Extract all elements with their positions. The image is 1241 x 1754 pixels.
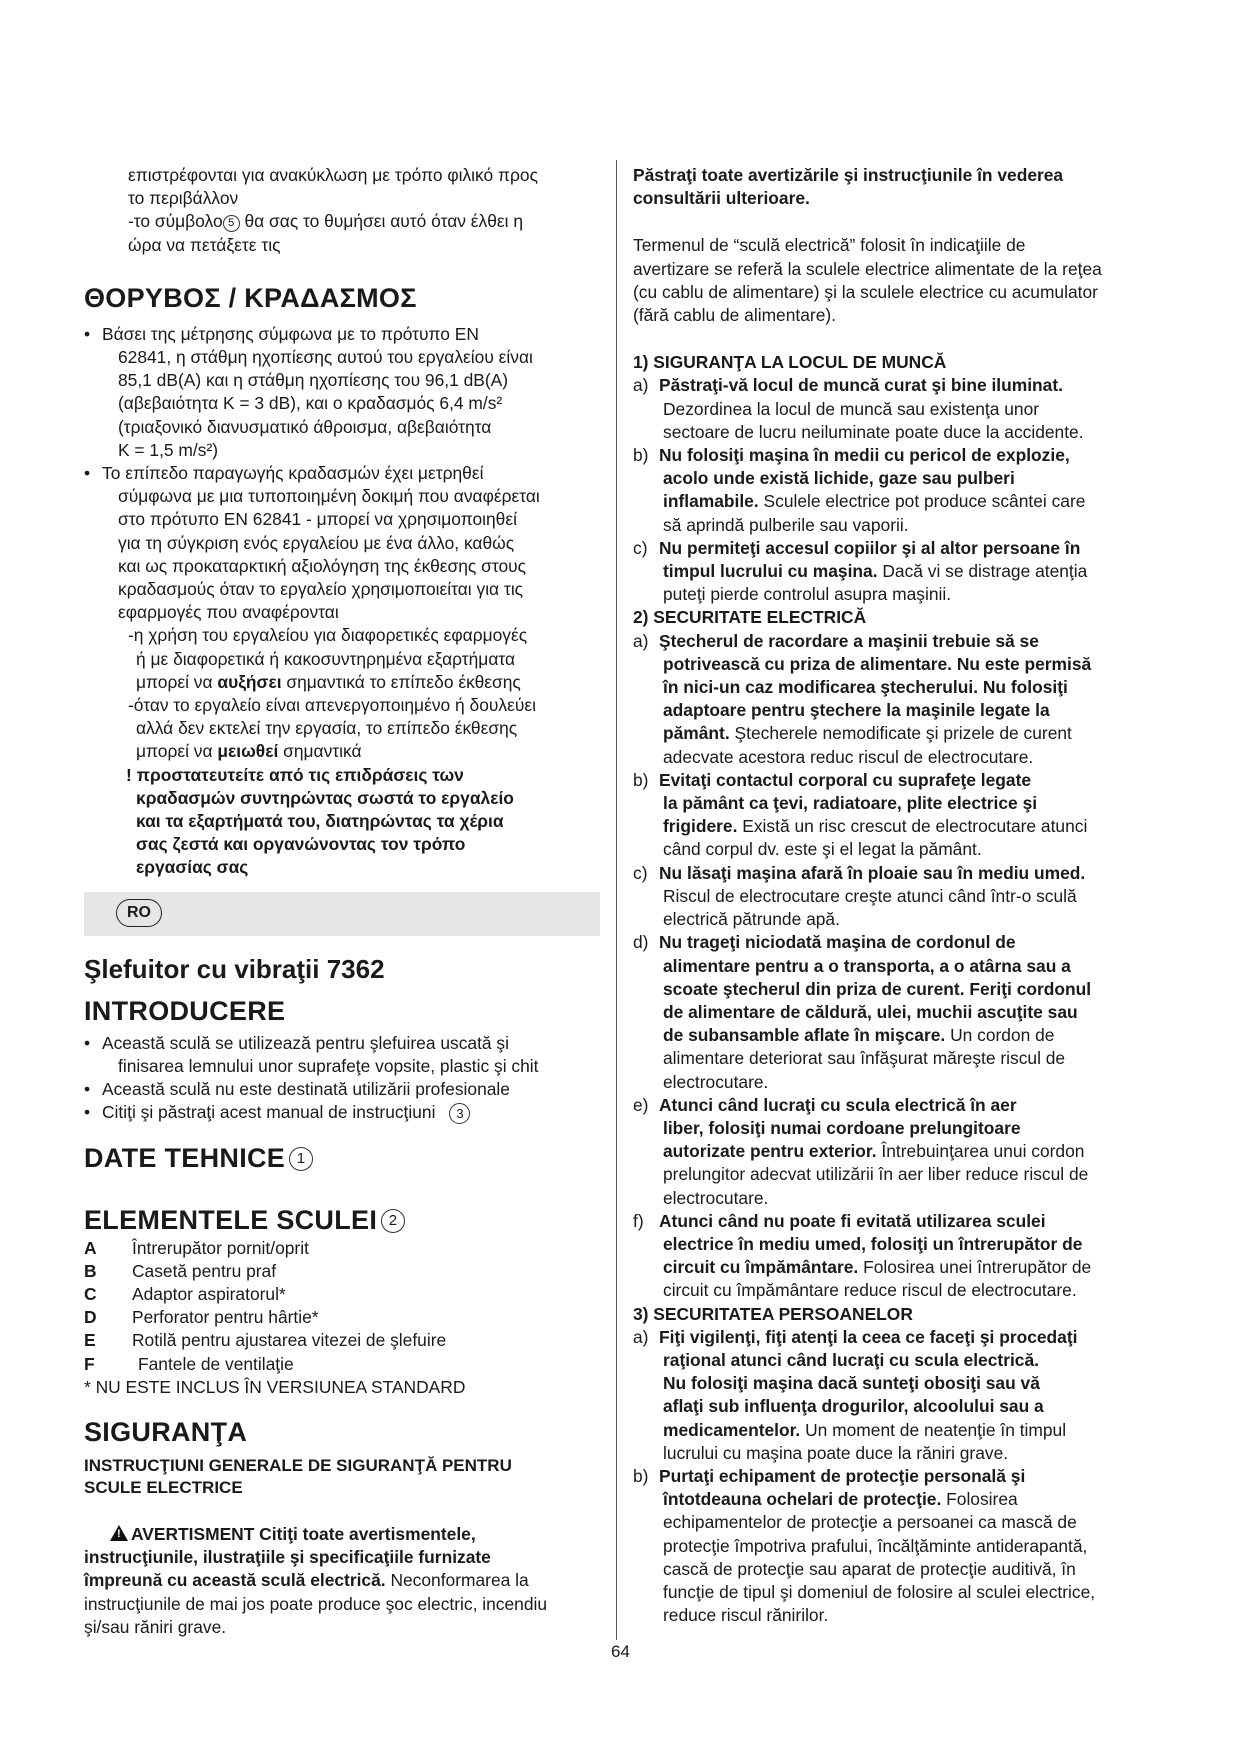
noise-warning: ! προστατευτείτε από τις επιδράσεις των κραδασμών συντηρώντας σωστά το εργαλείο και τα εξαρτήματά του, διατηρώντας τα χέρια σας ζεστά και οργανώνοντας τον τρόπο εργασίας σας: [126, 764, 514, 878]
section-3-heading: 3) SECURITATEA PERSOANELOR: [633, 1303, 913, 1324]
product-title: Şlefuitor cu vibraţii 7362: [84, 953, 385, 984]
intro-bullet: • Această sculă se utilizează pentru şlefuirea uscată şi finisarea lemnului unor suprafeţe vopsite, plastic şi chit: [84, 1032, 604, 1078]
rule-2d: d) Nu trageţi niciodată maşina de cordonul de alimentare pentru a o transporta, a o atârna sau a scoate ştecherul din priza de curent. Feriţi cordonul de alimentare de căldură, ulei, muchii ascuţite sau de subansamble aflate în mişcare. Un cordon de alimentare deteriorat sau înfăşurat măreşte riscul de electrocutare.: [633, 932, 1092, 1092]
noise-dash-line: μπορεί να μειωθεί σημαντικά: [136, 741, 362, 762]
safety-subheading: SCULE ELECTRICE: [84, 1477, 243, 1497]
circled-number-icon: 3: [449, 1103, 470, 1124]
circled-number-icon: 1: [289, 1147, 313, 1171]
elements-note: * NU ESTE INCLUS ÎN VERSIUNEA STANDARD: [84, 1376, 466, 1397]
noise-dash-line: -όταν το εργαλείο είναι απενεργοποιημένο ή δουλεύει: [128, 695, 536, 716]
rule-2e: e) Atunci când lucraţi cu scula electrică în aer liber, folosiţi numai cordoane prelungitoare autorizate pentru exterior. Întrebuinţarea unui cordon prelungitor adecvat utilizării în aer liber reduce riscul de electrocutare.: [633, 1094, 1089, 1208]
keep-instructions: Păstraţi toate avertizările şi instrucţiunile în vederea: [633, 165, 1064, 185]
rule-1c: c) Nu permiteţi accesul copiilor şi al altor persoane în timpul lucrului cu maşina. Dacă vi se distrage atenţia puteţi pierde controlul asupra maşinii.: [633, 537, 1088, 605]
circled-number-icon: 5: [223, 215, 240, 232]
section-2-heading: 2) SECURITATE ELECTRICĂ: [633, 607, 867, 628]
general-warning: !AVERTISMENT Citiţi toate avertismentele, instrucţiunile, ilustraţiile şi specificaţiile furnizate împreună cu această sculă electrică. Neconformarea la instrucţiunile de mai jos poate produce şoc electric, incendiu şi/sau răniri grave.: [84, 1523, 604, 1639]
left-column: [84, 164, 604, 1639]
greek-top-line: ώρα να πετάξετε τις: [128, 234, 281, 255]
greek-top-line: το περιβάλλον: [128, 188, 239, 209]
tech-heading: DATE TEHNICE 1: [84, 1141, 604, 1175]
term-definition: Termenul de “sculă electrică” folosit în indicaţiile de avertizare se referă la sculele electrice alimentate de la reţea (cu cablu de alimentare) şi la sculele electrice cu acumulator (fără cablu de alimentare).: [633, 235, 1102, 326]
rule-2b: b) Evitaţi contactul corporal cu suprafeţe legate la pământ ca ţevi, radiatoare, plite electrice şi frigidere. Există un risc crescut de electrocutare atunci când corpul dv. este şi el legat la pământ.: [633, 769, 1088, 860]
column-divider: [616, 160, 617, 1640]
noise-bullet-2: • Το επίπεδο παραγωγής κραδασμών έχει μετρηθεί σύμφωνα με μια τυποποιημένη δοκιμή που αναφέρεται στο πρότυπο EN 62841 - μπορεί να χρησιμοποιηθεί για τη σύγκριση ενός εργαλείου με ένα άλλο, καθώς και ως προκαταρκτική αξιολόγηση της έκθεσης στους κραδασμούς όταν το εργαλείο χρησιμοποιείται για τις εφαρμογές που αναφέρονται: [84, 462, 604, 624]
noise-dash-line: μπορεί να αυξήσει σημαντικά το επίπεδο έκθεσης: [136, 671, 521, 692]
noise-dash-line: αλλά δεν εκτελεί την εργασία, το επίπεδο έκθεσης: [136, 718, 518, 739]
noise-heading: ΘΟΡΥΒΟΣ / ΚΡΑΔΑΣΜΟΣ: [84, 282, 417, 313]
section-1-heading: 1) SIGURANŢA LA LOCUL DE MUNCĂ: [633, 352, 947, 373]
noise-bullet-1: • Βάσει της μέτρησης σύμφωνα με το πρότυπο EN 62841, η στάθμη ηχοπίεσης αυτού του εργαλείου είναι 85,1 dB(A) και η στάθμη ηχοπίεσης του 96,1 dB(A) (αβεβαιότητα K = 3 dB), και ο κραδασμός 6,4 m/s² (τριαξονικό διανυσματικό άθροισμα, αβεβαιότητα K = 1,5 m/s²): [84, 323, 604, 462]
elements-heading: ELEMENTELE SCULEI 2: [84, 1203, 604, 1237]
safety-heading: SIGURANŢA: [84, 1416, 248, 1447]
rule-1b: b) Nu folosiţi maşina în medii cu pericol de explozie, acolo unde există lichide, gaze sau pulberi inflamabile. Sculele electrice pot produce scântei care să aprindă pulberile sau vaporii.: [633, 445, 1086, 535]
intro-bullet: • Această sculă nu este destinată utilizării profesionale: [84, 1078, 604, 1101]
noise-dash-line: -η χρήση του εργαλείου για διαφορετικές εφαρμογές: [128, 625, 528, 646]
safety-subheading: INSTRUCŢIUNI GENERALE DE SIGURANŢĂ PENTRU: [84, 1455, 512, 1475]
rule-2a: a) Ştecherul de racordare a maşinii trebuie să se potrivească cu priza de alimentare. Nu este permisă în nici-un caz modificarea ştecherului. Nu folosiţi adaptoare pentru ştechere la maşinile legate la pământ. Ştecherele nemodificate şi prizele de curent adecvate acestora reduc riscul de electrocutare.: [633, 630, 1092, 767]
intro-heading: INTRODUCERE: [84, 995, 286, 1026]
keep-instructions: consultării ulterioare.: [633, 188, 810, 209]
rule-1a: a) Păstraţi-vă locul de muncă curat şi bine iluminat. Dezordinea la locul de muncă sau existenţa unor sectoare de lucru neiluminate poate duce la accidente.: [633, 375, 1084, 442]
right-column: [633, 164, 1153, 1627]
intro-bullet: • Citiţi şi păstraţi acest manual de instrucţiuni 3: [84, 1101, 604, 1124]
rule-2c: c) Nu lăsaţi maşina afară în ploaie sau în mediu umed. Riscul de electrocutare creşte atunci când într-o sculă electrică pătrunde apă.: [633, 862, 1086, 930]
language-badge: RO: [116, 899, 162, 927]
page-number: 64: [611, 1642, 630, 1661]
warning-icon: [110, 1525, 128, 1541]
elements-list: A Întrerupător pornit/oprit B Casetă pentru praf C Adaptor aspiratorul* D Perforator pentru hârtie* E Rotilă pentru ajustarea vitezei de şlefuire F Fantele de ventilaţie: [84, 1237, 447, 1374]
noise-dash-line: ή με διαφορετικά ή κακοσυντηρημένα εξαρτήματα: [136, 648, 516, 669]
rule-3b: b) Purtaţi echipament de protecţie personală şi întotdeauna ochelari de protecţie. Folosirea echipamentelor de protecţie a persoanei ca mască de protecţie împotriva prafului, încălţăminte antiderapantă, cască de protecţie sau aparat de protecţie auditivă, în funcţie de tipul şi domeniul de folosire al sculei electrice, reduce riscul rănirilor.: [633, 1465, 1096, 1626]
circled-number-icon: 2: [381, 1209, 405, 1233]
greek-top-line: -το σύμβολο 5 θα σας το θυμήσει αυτό όταν έλθει η: [128, 211, 524, 232]
rule-2f: f) Atunci când nu poate fi evitată utilizarea sculei electrice în mediu umed, folosiţi un întrerupător de circuit cu împământare. Folosirea unei întrerupător de circuit cu împământare reduce riscul de electrocutare.: [633, 1210, 1092, 1301]
language-bar: [84, 892, 600, 936]
greek-top-line: επιστρέφονται για ανακύκλωση με τρόπο φιλικό προς: [128, 165, 538, 185]
rule-3a: a) Fiţi vigilenţi, fiţi atenţi la ceea ce faceţi şi procedaţi raţional atunci când lucraţi cu scula electrică. Nu folosiţi maşina dacă sunteţi obosiţi sau vă aflaţi sub influenţa drogurilor, alcoolului sau a medicamentelor. Un moment de neatenţie în timpul lucrului cu maşina poate duce la răniri grave.: [633, 1326, 1078, 1463]
